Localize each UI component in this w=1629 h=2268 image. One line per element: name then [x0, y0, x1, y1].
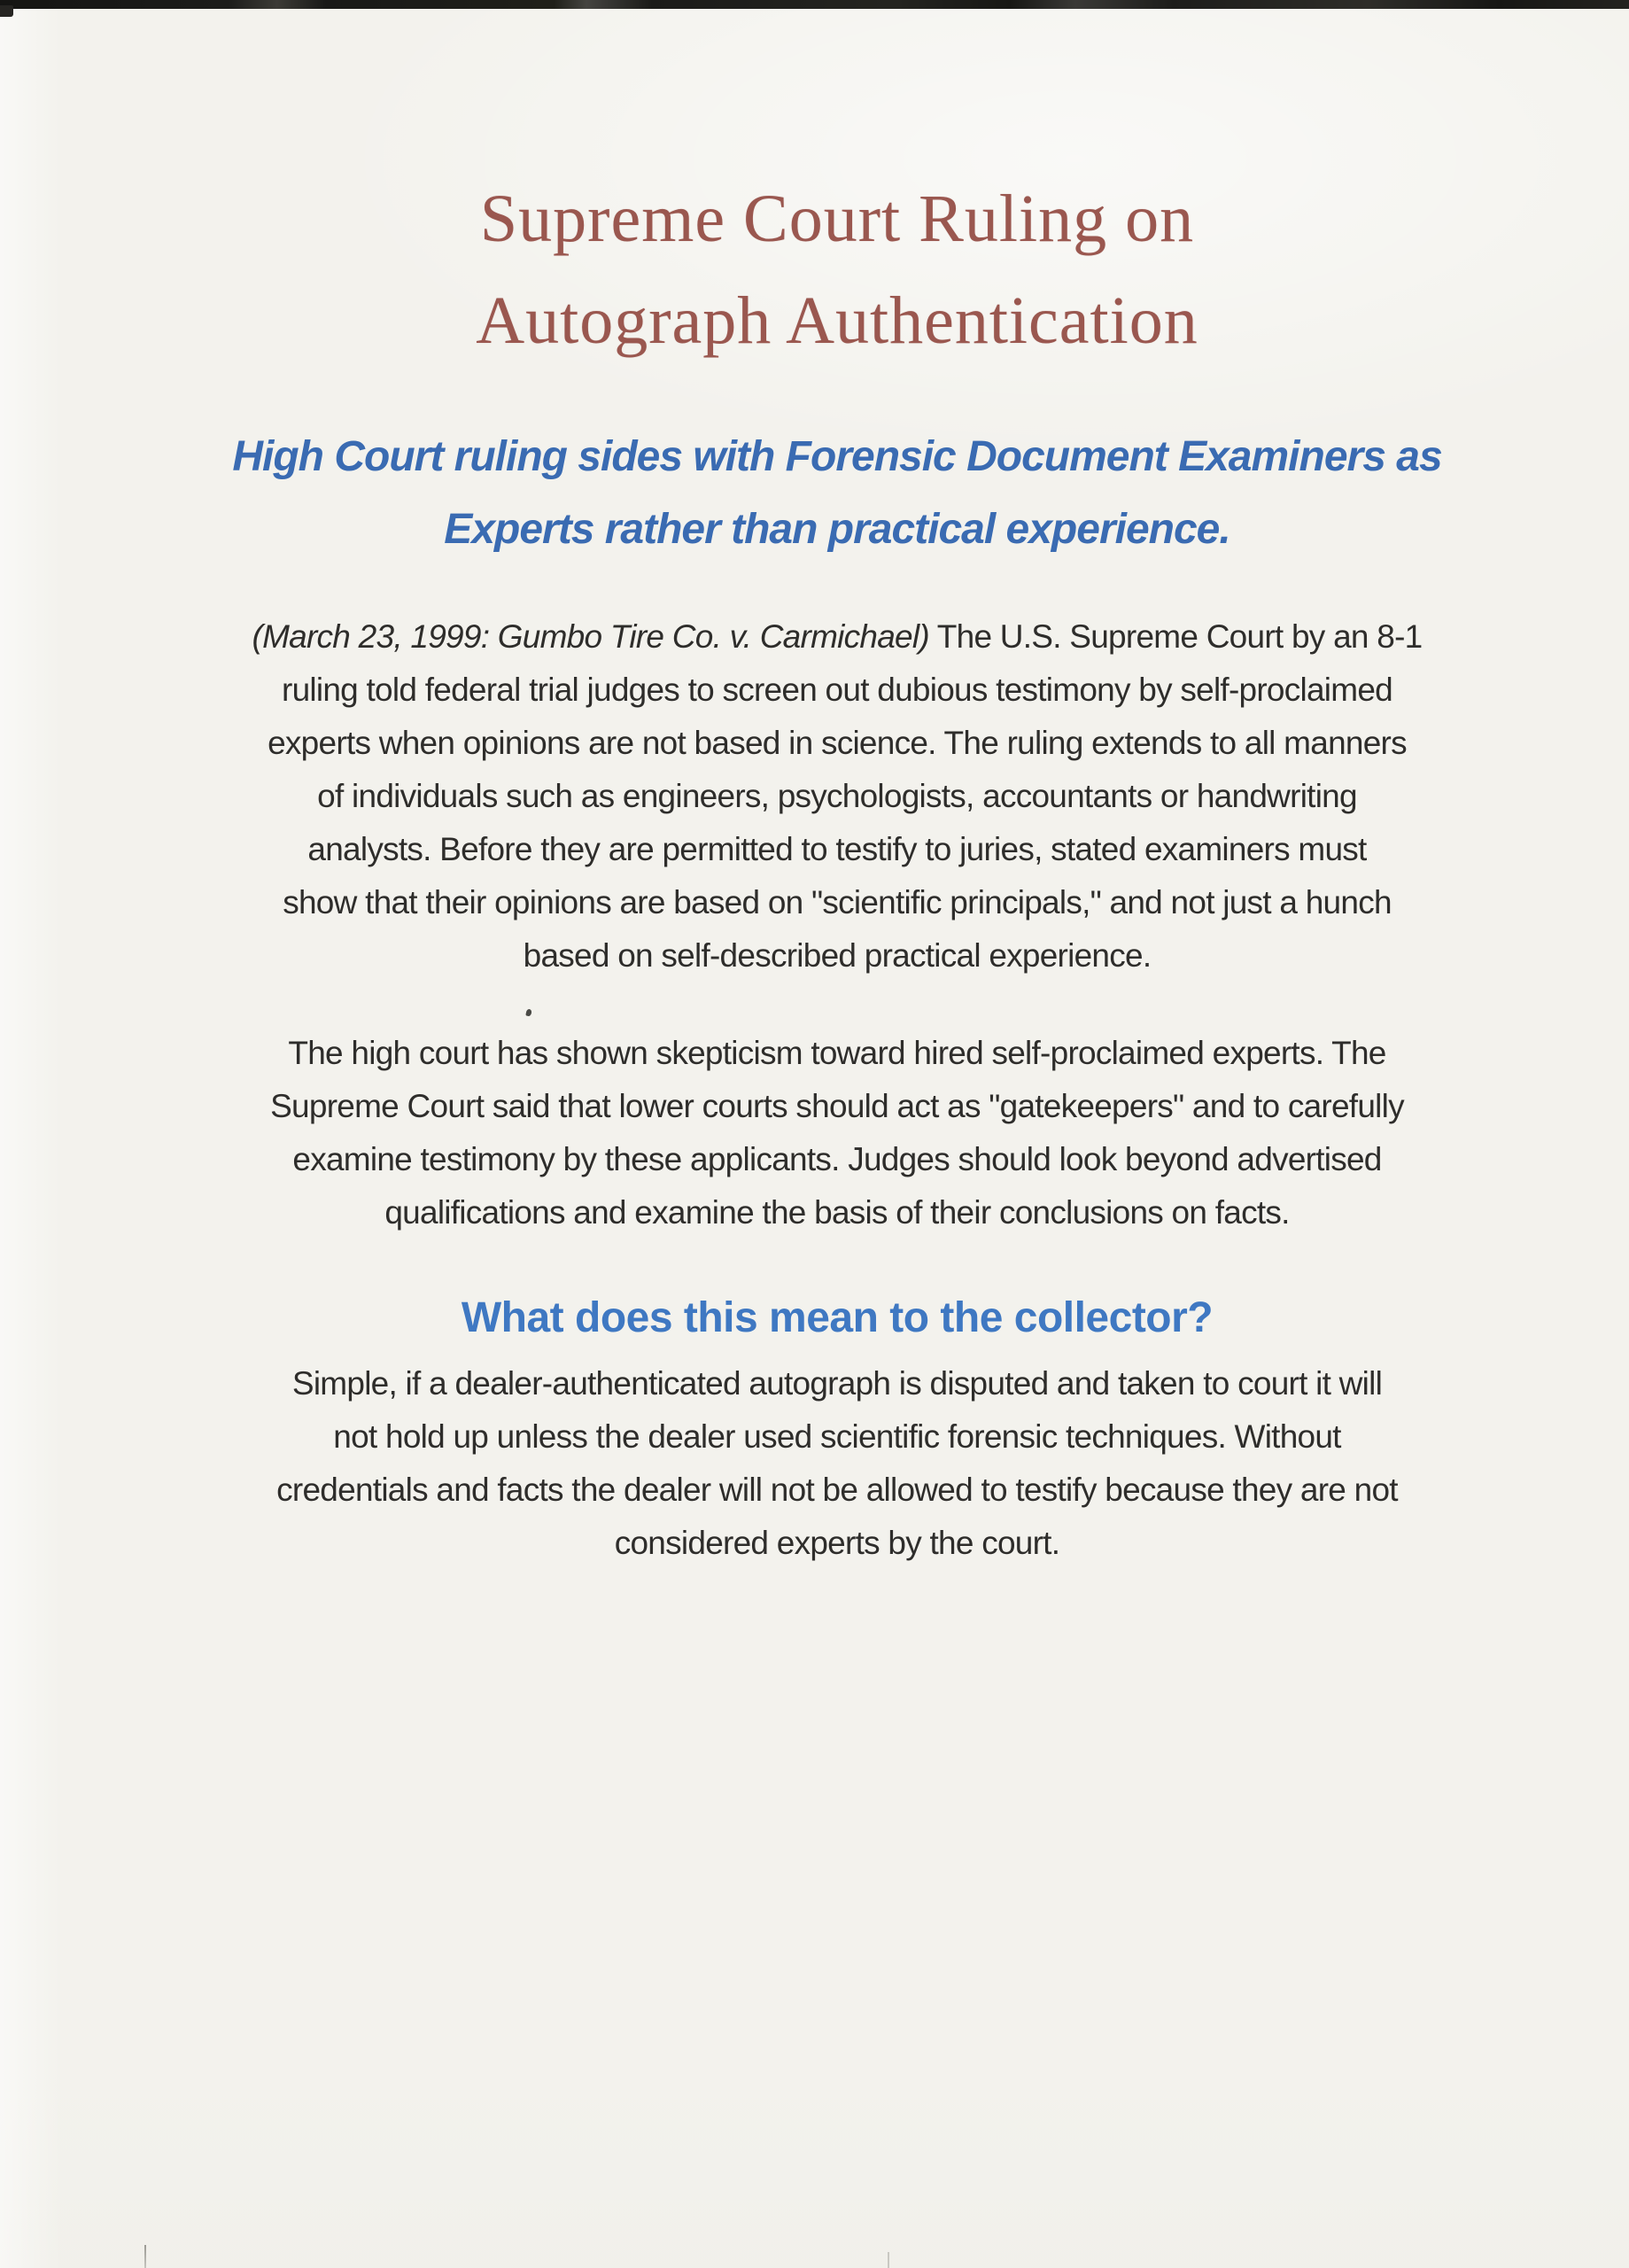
paragraph-gatekeepers-line: The high court has shown skepticism toward hired self-proclaimed experts. The	[288, 1035, 1386, 1071]
paragraph-collector-line: Simple, if a dealer-authenticated autograph is disputed and taken to court it will	[291, 1365, 1383, 1402]
paragraph-collector-line: not hold up unless the dealer used scientific forensic techniques. Without	[333, 1418, 1341, 1455]
paragraph-ruling-line: based on self-described practical experience.	[523, 937, 1152, 974]
subtitle-line-2: Experts rather than practical experience.	[444, 506, 1230, 553]
scan-line-artifact	[144, 2245, 146, 2268]
scan-edge-artifact	[0, 0, 1629, 9]
paragraph-collector-line: credentials and facts the dealer will not be allowed to testify because they are not	[276, 1472, 1398, 1508]
document-title	[186, 168, 1488, 372]
paragraph-gatekeepers-line: qualifications and examine the basis of their conclusions on facts.	[384, 1194, 1290, 1231]
paragraph-gatekeepers-line: examine testimony by these applicants. Judges should look beyond advertised	[292, 1141, 1382, 1177]
document-subtitle	[186, 421, 1488, 566]
paragraph-collector	[186, 1357, 1488, 1570]
paragraph-ruling-line: of individuals such as engineers, psychologists, accountants or handwriting	[317, 778, 1357, 814]
scan-corner-artifact	[0, 5, 13, 17]
paragraph-gatekeepers	[186, 1027, 1488, 1239]
case-citation: (March 23, 1999: Gumbo Tire Co. v. Carmichael)	[252, 618, 929, 655]
paragraph-ruling-line: show that their opinions are based on "scientific principals," and not just a hunch	[283, 884, 1392, 920]
paragraph-ruling	[186, 610, 1488, 983]
scan-line-artifact	[888, 2252, 889, 2268]
title-line-1: Supreme Court Ruling on	[479, 182, 1195, 256]
paragraph-ruling-line: ruling told federal trial judges to screen out dubious testimony by self-proclaimed	[282, 672, 1392, 708]
paragraph-ruling-line: analysts. Before they are permitted to testify to juries, stated examiners must	[307, 831, 1367, 867]
paragraph-ruling-line: experts when opinions are not based in science. The ruling extends to all manners	[268, 725, 1407, 761]
section-heading-collector: What does this mean to the collector?	[461, 1294, 1214, 1341]
paragraph-collector-line: considered experts by the court.	[614, 1525, 1060, 1561]
subtitle-line-1: High Court ruling sides with Forensic Document Examiners as	[232, 433, 1442, 480]
paragraph-ruling-text: The U.S. Supreme Court by an 8-1	[928, 618, 1423, 655]
ink-speck-artifact	[525, 1008, 532, 1016]
paragraph-ruling-line	[186, 610, 1488, 664]
title-line-2: Autograph Authentication	[476, 284, 1198, 358]
paragraph-gatekeepers-line: Supreme Court said that lower courts should act as "gatekeepers" and to carefully	[270, 1088, 1404, 1124]
